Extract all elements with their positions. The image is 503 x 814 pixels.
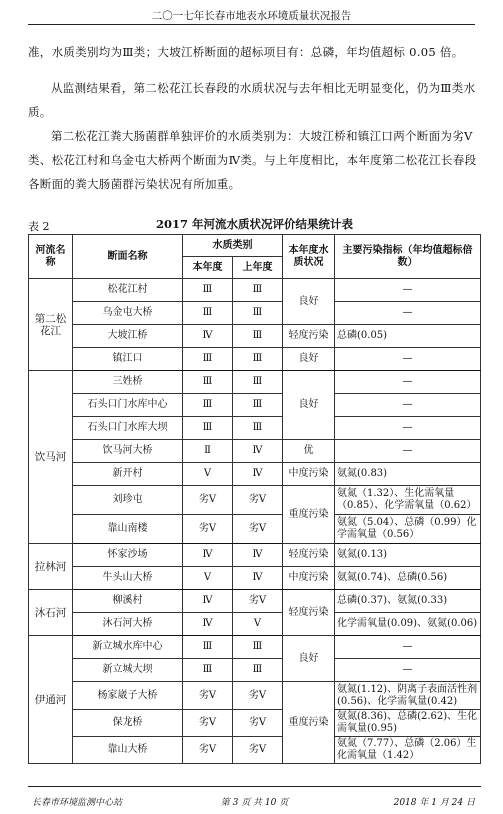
status-cell: 良好 <box>283 636 335 682</box>
last-year-cell: Ⅲ <box>233 659 283 682</box>
pollutant-cell: 总磷(0.05) <box>335 325 481 348</box>
pollutant-cell: — <box>335 302 481 325</box>
last-year-cell: Ⅲ <box>233 417 283 440</box>
section-cell: 大坡江桥 <box>73 325 183 348</box>
this-year-cell: Ⅳ <box>183 325 233 348</box>
last-year-cell: Ⅳ <box>233 463 283 486</box>
footer-org: 长春市环境监测中心站 <box>32 798 123 808</box>
col-this-year: 本年度 <box>183 257 233 279</box>
this-year-cell: Ⅳ <box>183 544 233 567</box>
section-cell: 镇江口 <box>73 348 183 371</box>
col-last-year: 上年度 <box>233 257 283 279</box>
table-caption <box>28 216 481 232</box>
water-quality-table <box>28 234 481 764</box>
this-year-cell: Ⅴ <box>183 567 233 590</box>
col-class: 水质类别 <box>183 235 283 257</box>
this-year-cell: Ⅲ <box>183 302 233 325</box>
pollutant-cell: 化学需氧量(0.09)、氨氮(0.06) <box>335 613 481 636</box>
footer-rule <box>28 786 481 787</box>
last-year-cell: 劣Ⅴ <box>233 590 283 613</box>
pollutant-cell: 氨氮(1.12)、阴离子表面活性剂(0.56)、化学需氧量(0.42) <box>335 682 481 710</box>
this-year-cell: Ⅳ <box>183 590 233 613</box>
section-cell: 新开村 <box>73 463 183 486</box>
pollutant-cell: 氨氮(0.13) <box>335 544 481 567</box>
pollutant-cell: — <box>335 659 481 682</box>
footer-date: 2018 年 1 月 24 日 <box>393 798 475 808</box>
pollutant-cell: — <box>335 371 481 394</box>
last-year-cell: Ⅲ <box>233 302 283 325</box>
this-year-cell: 劣Ⅴ <box>183 682 233 710</box>
section-cell: 石头口门水库中心 <box>73 394 183 417</box>
last-year-cell: 劣Ⅴ <box>233 515 283 544</box>
last-year-cell: Ⅳ <box>233 544 283 567</box>
paragraph-1: 准，水质类别均为Ⅲ类；大坡江桥断面的超标项目有：总磷，年均值超标 0.05 倍。 <box>28 45 464 59</box>
pollutant-cell: 氨氮(0.83) <box>335 463 481 486</box>
this-year-cell: Ⅲ <box>183 417 233 440</box>
last-year-cell: Ⅲ <box>233 394 283 417</box>
col-river: 河流名称 <box>29 235 73 279</box>
this-year-cell: 劣Ⅴ <box>183 710 233 737</box>
section-cell: 柳溪村 <box>73 590 183 613</box>
status-cell: 良好 <box>283 279 335 325</box>
status-cell: 轻度污染 <box>283 590 335 636</box>
last-year-cell: 劣Ⅴ <box>233 737 283 764</box>
section-cell: 牛头山大桥 <box>73 567 183 590</box>
paragraph-3: 第二松花江粪大肠菌群单独评价的水质类别为：大坡江桥和镇江口两个断面为劣Ⅴ类、松花江村和乌金屯大桥两个断面为Ⅳ类。与上年度相比，本年度第二松花江长春段各断面的粪大肠菌群污染状况有所加重。 <box>28 129 477 191</box>
pollutant-cell: 氨氮（1.32）、生化需氧量（0.85）、化学需氧量（0.62） <box>335 486 481 515</box>
section-cell: 杨家崴子大桥 <box>73 682 183 710</box>
last-year-cell: 劣Ⅴ <box>233 682 283 710</box>
section-cell: 三姓桥 <box>73 371 183 394</box>
section-cell: 饮马河大桥 <box>73 440 183 463</box>
river-cell: 第二松花江 <box>29 279 73 371</box>
last-year-cell: Ⅲ <box>233 325 283 348</box>
section-cell: 靠山大桥 <box>73 737 183 764</box>
status-cell: 轻度污染 <box>283 325 335 348</box>
pollutant-cell: — <box>335 279 481 302</box>
section-cell: 乌金屯大桥 <box>73 302 183 325</box>
table-title: 2017 年河流水质状况评价结果统计表 <box>155 217 353 231</box>
pollutant-cell: 氨氮（5.04）、总磷（0.99）化学需氧量（0.56） <box>335 515 481 544</box>
last-year-cell: Ⅳ <box>233 440 283 463</box>
status-cell: 轻度污染 <box>283 544 335 567</box>
pollutant-cell: 氨氮（7.77）、总磷（2.06）生化需氧量（1.42） <box>335 737 481 764</box>
last-year-cell: Ⅲ <box>233 371 283 394</box>
this-year-cell: Ⅲ <box>183 371 233 394</box>
section-cell: 刘珍屯 <box>73 486 183 515</box>
this-year-cell: Ⅲ <box>183 348 233 371</box>
this-year-cell: Ⅲ <box>183 394 233 417</box>
last-year-cell: 劣Ⅴ <box>233 710 283 737</box>
this-year-cell: Ⅳ <box>183 613 233 636</box>
status-cell: 重度污染 <box>283 682 335 764</box>
col-section: 断面名称 <box>73 235 183 279</box>
section-cell: 松花江村 <box>73 279 183 302</box>
pollutant-cell: 氨氮(0.74)、总磷(0.56) <box>335 567 481 590</box>
pollutant-cell: — <box>335 636 481 659</box>
last-year-cell: Ⅲ <box>233 348 283 371</box>
section-cell: 保龙桥 <box>73 710 183 737</box>
col-status: 本年度水质状况 <box>283 235 335 279</box>
status-cell: 良好 <box>283 371 335 440</box>
last-year-cell: 劣Ⅴ <box>233 486 283 515</box>
status-cell: 重度污染 <box>283 486 335 544</box>
last-year-cell: Ⅲ <box>233 636 283 659</box>
pollutant-cell: — <box>335 440 481 463</box>
status-cell: 良好 <box>283 348 335 371</box>
last-year-cell: Ⅴ <box>233 613 283 636</box>
section-cell: 靠山南楼 <box>73 515 183 544</box>
river-cell: 饮马河 <box>29 371 73 544</box>
this-year-cell: Ⅴ <box>183 463 233 486</box>
table-label: 表 2 <box>28 220 50 233</box>
section-cell: 怀家沙场 <box>73 544 183 567</box>
this-year-cell: Ⅲ <box>183 279 233 302</box>
last-year-cell: Ⅲ <box>233 279 283 302</box>
status-cell: 中度污染 <box>283 567 335 590</box>
last-year-cell: Ⅳ <box>233 567 283 590</box>
this-year-cell: Ⅲ <box>183 659 233 682</box>
pollutant-cell: — <box>335 417 481 440</box>
pollutant-cell: 氨氮(8.36)、总磷(2.62)、生化需氧量(0.95) <box>335 710 481 737</box>
section-cell: 新立城水库中心 <box>73 636 183 659</box>
river-cell: 伊通河 <box>29 636 73 764</box>
status-cell: 优 <box>283 440 335 463</box>
this-year-cell: 劣Ⅴ <box>183 737 233 764</box>
section-cell: 石头口门水库大坝 <box>73 417 183 440</box>
pollutant-cell: 总磷(0.37)、氨氮(0.33) <box>335 590 481 613</box>
this-year-cell: 劣Ⅴ <box>183 486 233 515</box>
this-year-cell: 劣Ⅴ <box>183 515 233 544</box>
pollutant-cell: — <box>335 394 481 417</box>
section-cell: 新立城大坝 <box>73 659 183 682</box>
river-cell: 沐石河 <box>29 590 73 636</box>
status-cell: 中度污染 <box>283 463 335 486</box>
page-header: 二〇一七年长春市地表水环境质量状况报告 <box>28 8 475 25</box>
river-cell: 拉林河 <box>29 544 73 590</box>
this-year-cell: Ⅱ <box>183 440 233 463</box>
this-year-cell: Ⅲ <box>183 636 233 659</box>
section-cell: 沐石河大桥 <box>73 613 183 636</box>
paragraph-2: 从监测结果看，第二松花江长春段的水质状况与去年相比无明显变化，仍为Ⅲ类水质。 <box>28 81 476 119</box>
footer-page: 第 3 页 共 10 页 <box>220 798 289 808</box>
pollutant-cell: — <box>335 348 481 371</box>
col-pollutant: 主要污染指标（年均值超标倍数） <box>335 235 481 279</box>
